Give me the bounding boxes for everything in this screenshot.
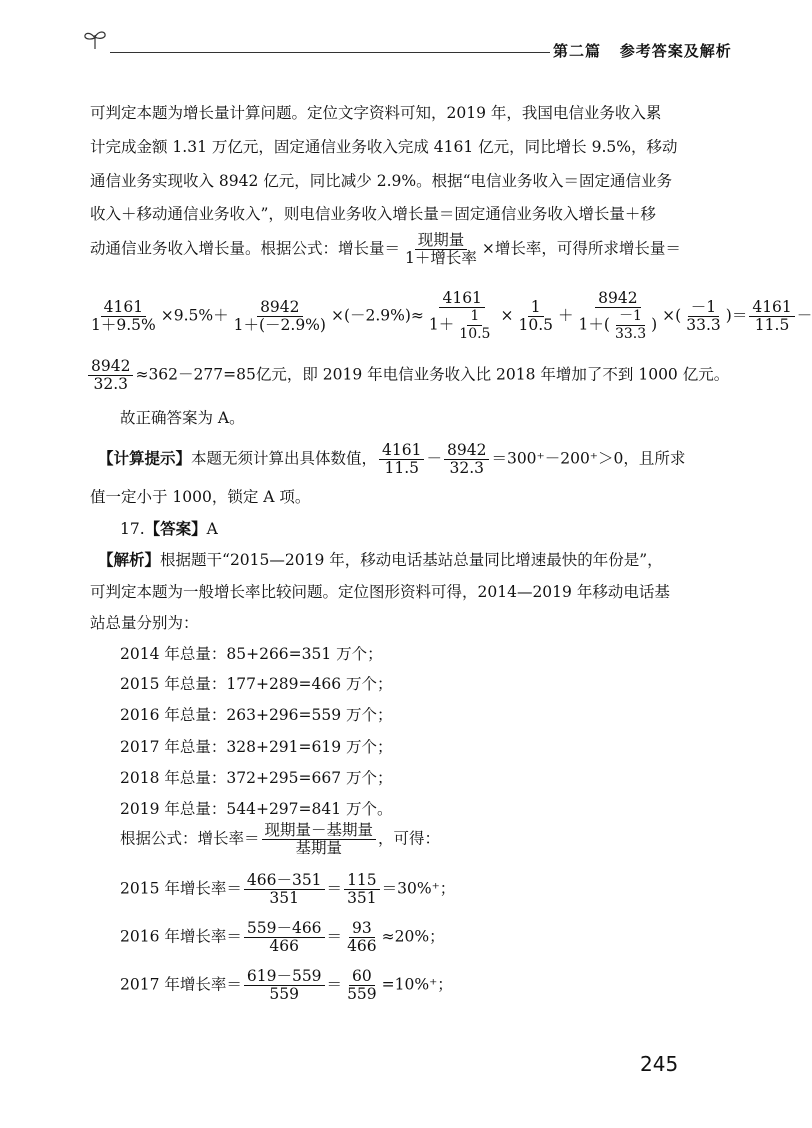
- frac-num: 60: [349, 968, 375, 986]
- frac-den: 466: [347, 937, 377, 955]
- eq1-times: ×: [662, 306, 676, 325]
- frac-den: 32.3: [93, 375, 128, 393]
- frac-den: 10.5: [518, 316, 553, 334]
- frac-num: 8942: [595, 290, 640, 308]
- total-2017: 2017 年总量：328+291=619 万个；: [120, 738, 393, 756]
- frac-den: 1＋(－2.9%): [233, 316, 326, 334]
- frac-num: 115: [344, 872, 380, 890]
- frac-den: 32.3: [449, 459, 484, 477]
- frac-den: 1＋( $\frac{-1}{33.3}$ ): [578, 308, 658, 342]
- rate-eq: ＝: [326, 927, 343, 946]
- eq2-frac: [88, 358, 133, 393]
- eq1-frac-6: [683, 299, 724, 334]
- rate-frac: [344, 968, 380, 1003]
- para-line-4: 收入＋移动通信业务收入”，则电信业务收入增长量＝固定通信业务收入增长量＋移: [90, 205, 656, 223]
- tip-line-2: 值一定小于 1000，锁定 A 项。: [90, 488, 311, 506]
- frac-den: 11.5: [754, 316, 790, 334]
- tip-label: 【计算提示】: [98, 449, 192, 468]
- total-2015: 2015 年总量：177+289=466 万个；: [120, 675, 393, 693]
- frac-num: －1: [688, 299, 719, 317]
- eq1-term: ×9.5%＋: [160, 306, 229, 325]
- tip-frac-2: [444, 442, 489, 477]
- rate-frac: [244, 968, 325, 1003]
- para-line-5: [90, 232, 681, 267]
- frac-den: 559: [347, 985, 377, 1003]
- eq1-frac-result: [749, 299, 794, 334]
- rate-2015: [120, 872, 455, 907]
- frac-num: －1: [616, 308, 645, 326]
- frac-num: 现期量: [415, 232, 468, 250]
- growth-formula-fraction: [402, 232, 480, 267]
- answer-line: 故正确答案为 A。: [120, 409, 245, 427]
- analysis-line-3: 站总量分别为：: [90, 614, 199, 632]
- frac-den: 1＋9.5%: [91, 316, 156, 334]
- frac-den: 10.5: [459, 326, 491, 342]
- nested-frac: [612, 308, 649, 343]
- eq1-frac-5: [576, 290, 661, 343]
- eq1-frac-1: [88, 299, 159, 334]
- rate-frac: [344, 920, 380, 955]
- total-2018: 2018 年总量：372+295=667 万个；: [120, 769, 393, 787]
- eq1-eq: ＝: [731, 306, 748, 325]
- frac-num: 4161: [379, 442, 424, 460]
- total-2014: 2014 年总量：85+266=351 万个；: [120, 645, 383, 663]
- frac-num: 8942: [444, 442, 489, 460]
- eq1-minus: －: [796, 306, 812, 325]
- analysis-line-2: 可判定本题为一般增长率比较问题。定位图形资料可得，2014—2019 年移动电话基: [90, 583, 670, 601]
- total-2016: 2016 年总量：263+296=559 万个；: [120, 706, 393, 724]
- eq1-frac-4: [515, 299, 556, 334]
- frac-num: 8942: [88, 358, 133, 376]
- analysis-label: 【解析】: [98, 551, 161, 569]
- frac-num: 1: [467, 308, 482, 326]
- frac-num: 4161: [439, 290, 484, 308]
- header-rule: [110, 52, 550, 53]
- calc-tip: [98, 442, 685, 477]
- frac-den: 11.5: [384, 459, 420, 477]
- growth-rate-formula: [120, 822, 440, 857]
- eq1-frac-3: [426, 290, 499, 343]
- eq2-text: ≈362－277=85亿元，即 2019 年电信业务收入比 2018 年增加了不到 1000 亿元。: [135, 365, 730, 384]
- frac-num: 559－466: [244, 920, 325, 938]
- rate-frac: [244, 920, 325, 955]
- analysis-text: 根据题干“2015—2019 年，移动电话基站总量同比增速最快的年份是”，: [160, 551, 663, 569]
- line5-post: ×增长率，可得所求增长量＝: [481, 239, 681, 258]
- line5-pre: 动通信业务收入增长量。根据公式：增长量＝: [90, 239, 401, 258]
- rate-2016: [120, 920, 445, 955]
- tip-rest: ＝300⁺－200⁺＞0，且所求: [491, 449, 686, 468]
- rate-eq: ＝: [326, 879, 343, 898]
- rate-eq: ＝: [326, 975, 343, 994]
- eq1-times: ×: [500, 306, 514, 325]
- den-prefix: 1＋: [578, 315, 604, 334]
- q17-answer: [120, 520, 218, 538]
- frac-den: 466: [269, 937, 299, 955]
- frac-den: 33.3: [614, 326, 647, 342]
- para-line-3: 通信业务实现收入 8942 亿元，同比减少 2.9%。根据“电信业务收入＝固定通信业务: [90, 172, 673, 190]
- header-title: 参考答案及解析: [619, 42, 732, 60]
- rate-result: ＝30%⁺；: [381, 879, 456, 898]
- frac-num: 4161: [101, 299, 146, 317]
- frac-num: 1: [528, 299, 544, 317]
- frac-num: 619－559: [244, 968, 325, 986]
- rate-result: ≈20%；: [381, 927, 445, 946]
- tip-frac-1: [379, 442, 424, 477]
- frac-den: 1＋增长率: [405, 249, 477, 267]
- analysis-line-1: [98, 551, 663, 569]
- frac-num: 现期量－基期量: [262, 822, 377, 840]
- frac-den: 559: [269, 985, 299, 1003]
- total-2019: 2019 年总量：544+297=841 万个。: [120, 800, 393, 818]
- q17-number: 17.: [120, 520, 145, 538]
- rate-frac: [244, 872, 325, 907]
- rate-year: 2017 年增长率＝: [120, 975, 242, 994]
- rate-frac: [344, 872, 380, 907]
- frac-num: 8942: [257, 299, 302, 317]
- frac-den: 33.3: [686, 316, 721, 334]
- running-header: [553, 40, 732, 61]
- para-line-2: 计完成金额 1.31 万亿元，固定通信业务收入完成 4161 亿元，同比增长 9.5%，移动: [90, 138, 678, 156]
- tip-minus: －: [426, 449, 442, 468]
- para-line-1: 可判定本题为增长量计算问题。定位文字资料可知，2019 年，我国电信业务收入累: [90, 104, 662, 122]
- q17-value: A: [206, 520, 218, 538]
- frac-den: [426, 308, 499, 343]
- equation-2: [86, 358, 729, 393]
- formula-pre: 根据公式：增长率＝: [120, 829, 260, 848]
- frac-den: 351: [269, 889, 299, 907]
- eq1-term: ×(－2.9%)≈: [330, 306, 424, 325]
- rate-year: 2015 年增长率＝: [120, 879, 242, 898]
- rate-result: =10%⁺；: [381, 975, 453, 994]
- den-prefix: 1＋: [428, 315, 455, 334]
- frac-num: 466－351: [244, 872, 325, 890]
- rate-year: 2016 年增长率＝: [120, 927, 242, 946]
- frac-den: 351: [347, 889, 377, 907]
- nested-frac: [456, 308, 493, 343]
- tip-text: 本题无须计算出具体数值，: [191, 449, 378, 468]
- equation-1: $\frac{4161}{1+9.5\%}$ ×9.5%＋ $\frac{8942}{1+(-2.9\%)}$ ×(－2.9%)≈ 4161 1＋ $\frac{1}{10.5}$ × $\frac{1}{10.5}$ ＋ 8942 1＋( $\frac{-1}{33.3}$ ) ×( $\frac{-1}{33.3}$ )＝ $\frac{4161}{11.5}$ －: [86, 290, 812, 343]
- page-number: 245: [640, 1052, 679, 1076]
- rate-2017: [120, 968, 453, 1003]
- frac-num: 4161: [749, 299, 794, 317]
- frac-num: 93: [349, 920, 375, 938]
- frac-den: 基期量: [295, 839, 343, 857]
- q17-label: 【答案】: [144, 520, 207, 538]
- eq1-frac-2: [231, 299, 329, 334]
- sprout-icon: [82, 28, 108, 50]
- formula-post: ，可得：: [378, 829, 441, 848]
- eq1-plus: ＋: [557, 306, 574, 325]
- header-section: 第二篇: [553, 42, 602, 60]
- formula-fraction: [262, 822, 377, 857]
